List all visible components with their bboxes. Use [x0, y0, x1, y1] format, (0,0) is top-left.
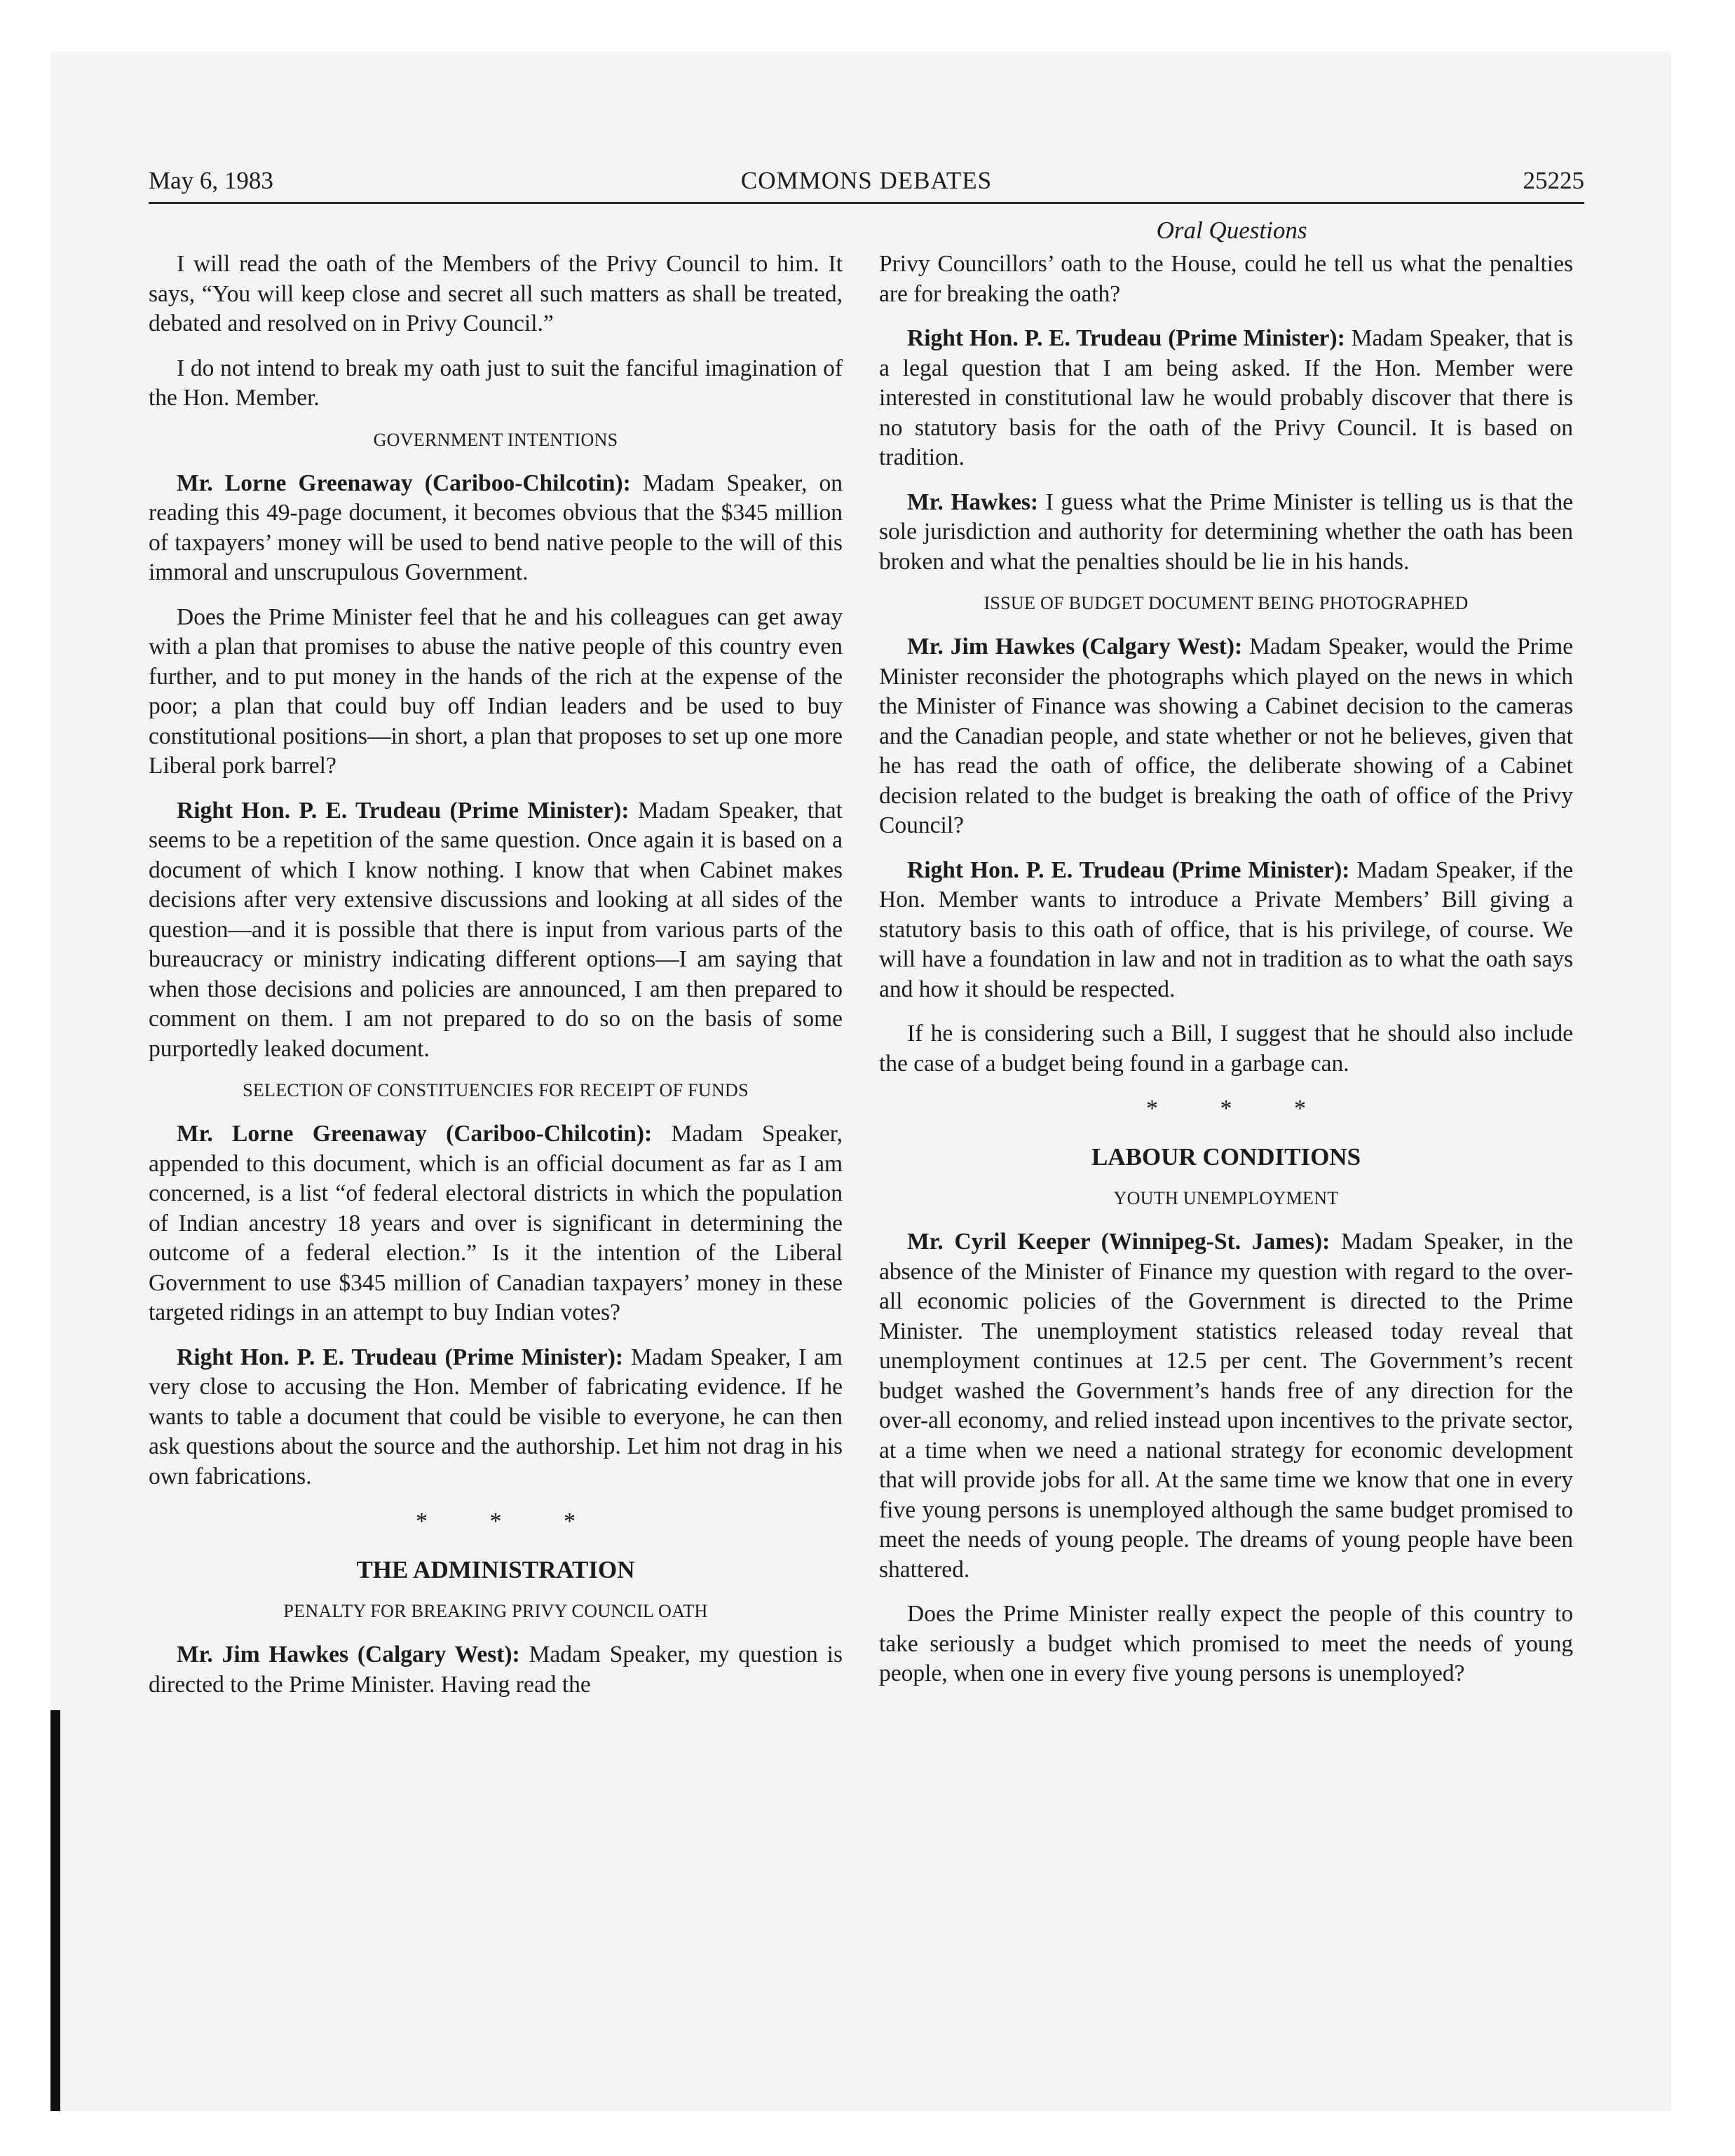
speech-text: Madam Speaker, that seems to be a repetition of the same question. Once again it is based on a document of which I know nothing. I know that when Cabinet makes decisions after very extensive discussions and looking at all sides of the question—and it is possible that there is input from various parts of the bureaucracy or ministry indicating different options—I am saying that when those decisions and policies are announced, I am then prepared to comment on them. I am not prepared to do so on the basis of some purportedly leaked document. — [149, 797, 843, 1062]
speaker-name: Right Hon. P. E. Trudeau (Prime Minister): — [177, 797, 630, 824]
speaker-name: Mr. Hawkes: — [907, 489, 1039, 515]
speech-text: Madam Speaker, appended to this document, which is an official document as far as I am concerned, is a list “of federal electoral districts in which the population of Indian ancestry 18 years and over is significant in determining the outcome of a federal election.” Is it the intention of the Liberal Government to use $345 million of Canadian taxpayers’ money in these targeted ridings in an attempt to buy Indian votes? — [149, 1121, 843, 1325]
subheading: ISSUE OF BUDGET DOCUMENT BEING PHOTOGRAPHED — [984, 593, 1469, 613]
paragraph — [149, 796, 843, 1065]
paragraph — [149, 1640, 843, 1700]
paragraph: I will read the oath of the Members of the Privy Council to him. It says, “You will keep close and secret all such matters as shall be treated, debated and resolved on in Privy Council.” — [149, 251, 843, 336]
speech-text: Madam Speaker, in the absence of the Minister of Finance my question with regard to the over-all economic policies of the Government is directed to the Prime Minister. The unemployment statistics released today reveal that unemployment continues at 12.5 per cent. The Government’s recent budget washed the Government’s hands free of any direction for the over-all economy, and relied instead upon incentives to the private sector, at a time when we need a national strategy for economic development that will provide jobs for all. At the same time we know that one in every five young persons is unemployed although the same budget promised to meet the needs of young people. The dreams of young people have been shattered. — [879, 1229, 1573, 1583]
section-heading: LABOUR CONDITIONS — [1091, 1143, 1361, 1171]
speaker-name: Mr. Lorne Greenaway (Cariboo-Chilcotin): — [177, 470, 631, 496]
paragraph — [149, 469, 843, 588]
speech-text: Madam Speaker, if the Hon. Member wants to introduce a Private Members’ Bill giving a statutory basis to this oath of office, that is his privilege, of course. We will have a foundation in law and not in tradition as to what the oath says and how it should be respected. — [879, 857, 1573, 1002]
binding-edge — [50, 1710, 60, 2111]
speech-text: Madam Speaker, on reading this 49-page document, it becomes obvious that the $345 million of taxpayers’ money will be used to bend native people to the will of this immoral and unscrupulous Government. — [149, 470, 843, 585]
paragraph: Does the Prime Minister really expect the people of this country to take seriously a budget which promised to meet the needs of young people, when one in every five young persons is unemployed? — [879, 1601, 1573, 1686]
right-column — [879, 250, 1573, 1704]
paragraph — [879, 856, 1573, 1005]
paragraph: If he is considering such a Bill, I suggest that he should also include the case of a budget being found in a garbage can. — [879, 1021, 1573, 1077]
subheading: GOVERNMENT INTENTIONS — [373, 429, 618, 450]
paragraph: Privy Councillors’ oath to the House, could he tell us what the penalties are for breaking the oath? — [879, 251, 1573, 307]
speaker-name: Right Hon. P. E. Trudeau (Prime Minister): — [177, 1344, 624, 1370]
left-column — [149, 250, 843, 1714]
section-heading: THE ADMINISTRATION — [356, 1556, 635, 1583]
paragraph — [879, 324, 1573, 473]
running-head — [149, 160, 1584, 204]
paragraph — [879, 632, 1573, 841]
speech-text: I guess what the Prime Minister is telling us is that the sole jurisdiction and authority for determining whether the oath has been broken and what the penalties should be lie in his hands. — [879, 489, 1573, 575]
paragraph — [149, 1343, 843, 1492]
speech-text: Madam Speaker, that is a legal question that I am being asked. If the Hon. Member were interested in constitutional law he would probably discover that there is no statutory basis for the oath of the Privy Council. It is based on tradition. — [879, 325, 1573, 470]
page-date: May 6, 1983 — [149, 167, 273, 194]
speaker-name: Mr. Lorne Greenaway (Cariboo-Chilcotin): — [177, 1121, 653, 1147]
speech-text: Madam Speaker, I am very close to accusing the Hon. Member of fabricating evidence. If he wants to table a document that could be visible to everyone, he can then ask questions about the source and the authorship. Let him not drag in his own fabrications. — [149, 1344, 843, 1489]
paragraph: I do not intend to break my oath just to suit the fanciful imagination of the Hon. Member. — [149, 355, 843, 411]
publication-title: COMMONS DEBATES — [740, 167, 993, 194]
paragraph: Does the Prime Minister feel that he and his colleagues can get away with a plan that promises to abuse the native people of this country even further, and to put money in the hands of the rich at the expense of the poor; a plan that could buy off Indian leaders and be used to buy constitutional positions—in short, a plan that proposes to set up one more Liberal pork barrel? — [149, 603, 843, 779]
paragraph — [879, 1227, 1573, 1585]
page-number: 25225 — [1523, 167, 1584, 194]
paragraph — [149, 1119, 843, 1328]
subheading: PENALTY FOR BREAKING PRIVY COUNCIL OATH — [283, 1601, 708, 1621]
speaker-name: Mr. Jim Hawkes (Calgary West): — [907, 634, 1243, 660]
speech-text: Madam Speaker, my question is directed to the Prime Minister. Having read the — [149, 1642, 843, 1698]
speaker-name: Mr. Cyril Keeper (Winnipeg-St. James): — [907, 1229, 1331, 1255]
section-title: Oral Questions — [1156, 217, 1307, 244]
speaker-name: Right Hon. P. E. Trudeau (Prime Minister): — [907, 325, 1345, 351]
subheading: SELECTION OF CONSTITUENCIES FOR RECEIPT OF FUNDS — [243, 1080, 749, 1100]
subheading: YOUTH UNEMPLOYMENT — [1113, 1188, 1339, 1208]
speaker-name: Right Hon. P. E. Trudeau (Prime Minister): — [907, 857, 1350, 883]
section-separator: * * * — [416, 1508, 604, 1534]
speech-text: Madam Speaker, would the Prime Minister reconsider the photographs which played on the news in which the Minister of Finance was showing a Cabinet decision to the cameras and the Canadian people, and state whether or not he believes, given that he has read the oath of office, the deliberate showing of a Cabinet decision related to the budget is breaking the oath of office of the Privy Council? — [879, 634, 1573, 838]
paragraph — [879, 488, 1573, 578]
section-separator: * * * — [1146, 1096, 1334, 1121]
speaker-name: Mr. Jim Hawkes (Calgary West): — [177, 1642, 520, 1667]
